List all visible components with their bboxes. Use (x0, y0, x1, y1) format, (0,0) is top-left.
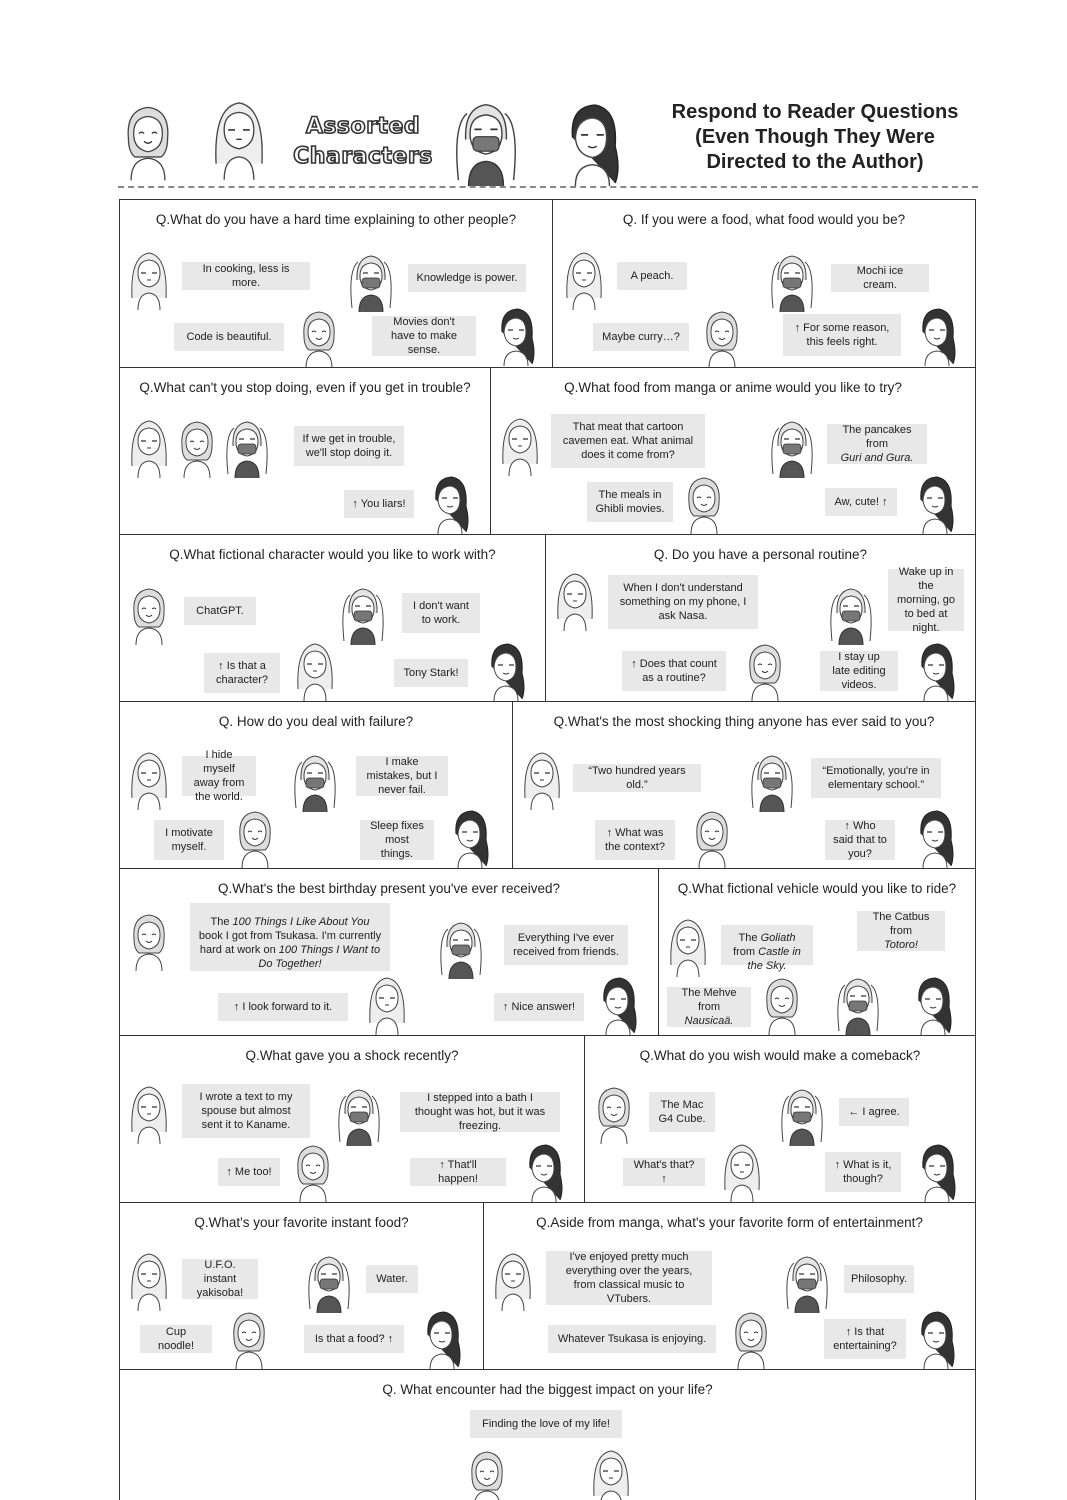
answer-bubble: ↑ What is it, though? (825, 1152, 901, 1192)
answer-bubble: I motivate myself. (154, 820, 224, 860)
page-title (640, 100, 990, 175)
answer-text: The (210, 916, 230, 928)
character-twin-tails-icon (336, 1084, 382, 1146)
character-dark-hair-icon (556, 98, 626, 186)
answer-bubble (190, 903, 390, 971)
qa-panel (584, 1035, 976, 1203)
answer-bubble: ↑ Does that count as a routine? (622, 651, 726, 691)
answer-bubble: U.F.O. instant yakisoba! (182, 1259, 258, 1299)
character-dark-hair-icon (492, 304, 538, 366)
answer-text: book I got from Tsukasa. I'm currently hard at work on (198, 930, 382, 956)
answer-bubble: Cup noodle! (140, 1325, 212, 1353)
qa-panel (119, 1202, 484, 1370)
character-dark-hair-icon (426, 472, 472, 534)
answer-bubble: In cooking, less is more. (182, 262, 310, 290)
answer-title: Totoro! (884, 939, 918, 951)
answer-bubble: Is that a food? ↑ (304, 1325, 404, 1353)
character-twin-tails-icon (306, 1251, 352, 1313)
character-short-hair-icon (174, 416, 220, 478)
answer-bubble: I wrote a text to my spouse but almost sent it to Kaname. (182, 1084, 310, 1138)
answer-bubble: Finding the love of my life! (470, 1410, 622, 1438)
character-dark-hair-icon (520, 1140, 566, 1202)
character-dark-hair-icon (418, 1307, 464, 1369)
character-twin-tails-icon (224, 416, 270, 478)
question: Q. What encounter had the biggest impact on your life? (382, 1382, 713, 1397)
character-short-hair-icon (681, 472, 727, 534)
character-dark-hair-icon (912, 1307, 958, 1369)
answer-text: The Catbus from (872, 911, 930, 937)
answer-title: Castle in the Sky. (747, 946, 801, 972)
answer-bubble: “Two hundred years old.” (573, 764, 701, 792)
character-short-hair-icon (728, 1307, 774, 1369)
answer-bubble: ↑ Who said that to you? (825, 820, 895, 860)
answer-bubble: ↑ For some reason, this feels right. (783, 314, 901, 356)
qa-panel (119, 1369, 976, 1500)
answer-bubble: I've enjoyed pretty much everything over the years, from classical music to VTubers. (546, 1251, 712, 1305)
answer-text: The (738, 932, 758, 944)
answer-bubble: A peach. (617, 262, 687, 290)
character-twin-tails-icon (340, 583, 386, 645)
answer-text: from (733, 946, 756, 958)
answer-bubble: Whatever Tsukasa is enjoying. (548, 1325, 716, 1353)
character-dark-hair-icon (446, 806, 492, 868)
character-short-hair-icon (290, 1140, 336, 1202)
character-dark-hair-icon (911, 472, 957, 534)
answer-bubble (827, 424, 927, 464)
answer-text: The pancakes from (842, 424, 912, 450)
answer-bubble (857, 911, 945, 951)
answer-bubble: That meat that cartoon cavemen eat. What animal does it come from? (551, 414, 705, 468)
answer-title: 100 Things I Want to Do Together! (258, 944, 381, 970)
question: Q.What gave you a shock recently? (245, 1048, 459, 1063)
question: Q.What do you have a hard time explaining to other people? (155, 212, 517, 227)
character-long-hair-icon (126, 748, 172, 810)
answer-bubble: The Mac G4 Cube. (649, 1092, 715, 1132)
character-twin-tails-icon (749, 750, 795, 812)
character-short-hair-icon (742, 639, 788, 701)
qa-panel (119, 367, 491, 535)
question: Q. Do you have a personal routine? (653, 547, 868, 562)
qa-panel (119, 534, 546, 702)
qa-panel (545, 534, 976, 702)
question: Q.What do you wish would make a comeback? (639, 1048, 921, 1063)
character-short-hair-icon (226, 1307, 272, 1369)
question: Q.What's your favorite instant food? (194, 1215, 409, 1230)
answer-bubble: I hide myself away from the world. (182, 756, 256, 796)
character-dark-hair-icon (911, 806, 957, 868)
character-long-hair-icon (719, 1140, 765, 1202)
title-line3: Directed to the Author) (706, 151, 924, 173)
character-twin-tails-icon (448, 96, 524, 186)
character-long-hair-icon (126, 1082, 172, 1144)
qa-panel (552, 199, 976, 368)
character-dark-hair-icon (482, 639, 528, 701)
header-divider (118, 186, 978, 188)
answer-bubble: Water. (366, 1265, 418, 1293)
character-dark-hair-icon (594, 973, 640, 1035)
answer-bubble: ↑ Me too! (218, 1158, 280, 1186)
answer-bubble: Wake up in the morning, go to bed at night. (888, 569, 964, 631)
answer-bubble: ↑ What was the context? (595, 820, 675, 860)
answer-bubble: I don't want to work. (402, 593, 480, 633)
question: Q.What fictional vehicle would you like to ride? (677, 881, 957, 896)
answer-bubble: The meals in Ghibli movies. (587, 482, 673, 522)
answer-title: Goliath (760, 932, 796, 944)
character-short-hair-icon (126, 909, 172, 971)
character-short-hair-icon (759, 973, 805, 1035)
answer-bubble: ↑ That'll happen! (410, 1158, 506, 1186)
qa-panel (119, 868, 659, 1036)
answer-bubble: Aw, cute! ↑ (825, 488, 897, 516)
character-twin-tails-icon (835, 973, 881, 1035)
answer-title: Nausicaä. (684, 1015, 734, 1027)
qa-panel (490, 367, 976, 535)
answer-bubble: Mochi ice cream. (831, 264, 929, 292)
question: Q. How do you deal with failure? (218, 714, 414, 729)
character-long-hair-icon (665, 915, 711, 977)
title-line2: (Even Though They Were (695, 126, 935, 148)
answer-bubble: Everything I've ever received from friends. (504, 925, 628, 965)
character-short-hair-icon (118, 98, 178, 182)
answer-bubble: Tony Stark! (394, 659, 468, 687)
character-short-hair-icon (689, 806, 735, 868)
qa-panel (483, 1202, 976, 1370)
character-long-hair-icon (561, 248, 607, 310)
answer-bubble: Philosophy. (844, 1265, 914, 1293)
answer-bubble: What's that? ↑ (623, 1158, 705, 1186)
answer-bubble: Movies don't have to make sense. (372, 316, 476, 356)
question: Q. If you were a food, what food would you be? (622, 212, 906, 227)
assorted-characters-logo (283, 112, 443, 172)
character-long-hair-icon (292, 639, 338, 701)
answer-bubble (667, 987, 751, 1027)
character-long-hair-icon (490, 1249, 536, 1311)
character-dark-hair-icon (909, 973, 955, 1035)
character-short-hair-icon (464, 1446, 510, 1500)
answer-bubble: ↑ I look forward to it. (218, 993, 348, 1021)
character-long-hair-icon (588, 1446, 634, 1500)
character-long-hair-icon (552, 569, 598, 631)
answer-bubble: I make mistakes, but I never fail. (356, 756, 448, 796)
answer-bubble (721, 925, 813, 972)
answer-text: The Mehve from (681, 987, 737, 1013)
qa-panel (119, 199, 553, 368)
character-twin-tails-icon (292, 750, 338, 812)
answer-bubble: Sleep fixes most things. (360, 820, 434, 860)
qa-panel (119, 1035, 585, 1203)
answer-bubble: ← I agree. (839, 1098, 909, 1126)
title-line1: Respond to Reader Questions (671, 101, 959, 123)
answer-bubble: I stay up late editing videos. (820, 651, 898, 691)
character-twin-tails-icon (828, 583, 874, 645)
question: Q.What can't you stop doing, even if you get in trouble? (139, 380, 471, 395)
answer-title: 100 Things I Like About You (232, 916, 370, 928)
answer-bubble: ↑ Is that entertaining? (824, 1319, 906, 1359)
answer-bubble: When I don't understand something on my phone, I ask Nasa. (608, 575, 758, 629)
answer-bubble: Maybe curry…? (593, 323, 689, 351)
answer-bubble: Code is beautiful. (174, 323, 284, 351)
question: Q.What food from manga or anime would you like to try? (564, 380, 902, 395)
character-long-hair-icon (519, 748, 565, 810)
character-long-hair-icon (126, 248, 172, 310)
character-short-hair-icon (591, 1082, 637, 1144)
character-short-hair-icon (699, 306, 745, 368)
character-long-hair-icon (126, 1249, 172, 1311)
character-short-hair-icon (296, 306, 342, 368)
character-short-hair-icon (126, 583, 172, 645)
character-dark-hair-icon (913, 304, 959, 366)
qa-panel (658, 868, 976, 1036)
character-twin-tails-icon (348, 250, 394, 312)
character-twin-tails-icon (438, 917, 484, 979)
logo-line2: Characters (293, 144, 433, 169)
answer-bubble: “Emotionally, you're in elementary school.” (811, 758, 941, 798)
question: Q.What's the most shocking thing anyone has ever said to you? (553, 714, 935, 729)
character-dark-hair-icon (912, 639, 958, 701)
answer-bubble: ↑ Is that a character? (204, 653, 280, 693)
character-twin-tails-icon (784, 1251, 830, 1313)
answer-bubble: Knowledge is power. (408, 264, 526, 292)
question: Q.Aside from manga, what's your favorite form of entertainment? (536, 1215, 923, 1230)
answer-bubble: ↑ Nice answer! (494, 993, 584, 1021)
character-long-hair-icon (208, 94, 270, 182)
character-twin-tails-icon (779, 1084, 825, 1146)
qa-panel (119, 701, 513, 869)
answer-bubble: ↑ You liars! (344, 490, 414, 518)
character-long-hair-icon (364, 973, 410, 1035)
answer-bubble: I stepped into a bath I thought was hot, but it was freezing. (400, 1092, 560, 1132)
answer-bubble: If we get in trouble, we'll stop doing it. (294, 426, 404, 466)
answer-title: Guri and Gura. (840, 452, 914, 464)
character-twin-tails-icon (769, 416, 815, 478)
character-long-hair-icon (497, 414, 543, 476)
answer-bubble: ChatGPT. (184, 597, 256, 625)
question: Q.What's the best birthday present you've ever received? (217, 881, 561, 896)
character-twin-tails-icon (769, 250, 815, 312)
logo-line1: Assorted (305, 114, 421, 139)
character-long-hair-icon (126, 416, 172, 478)
qa-panel (512, 701, 976, 869)
character-dark-hair-icon (913, 1140, 959, 1202)
character-short-hair-icon (232, 806, 278, 868)
question: Q.What fictional character would you like to work with? (169, 547, 496, 562)
